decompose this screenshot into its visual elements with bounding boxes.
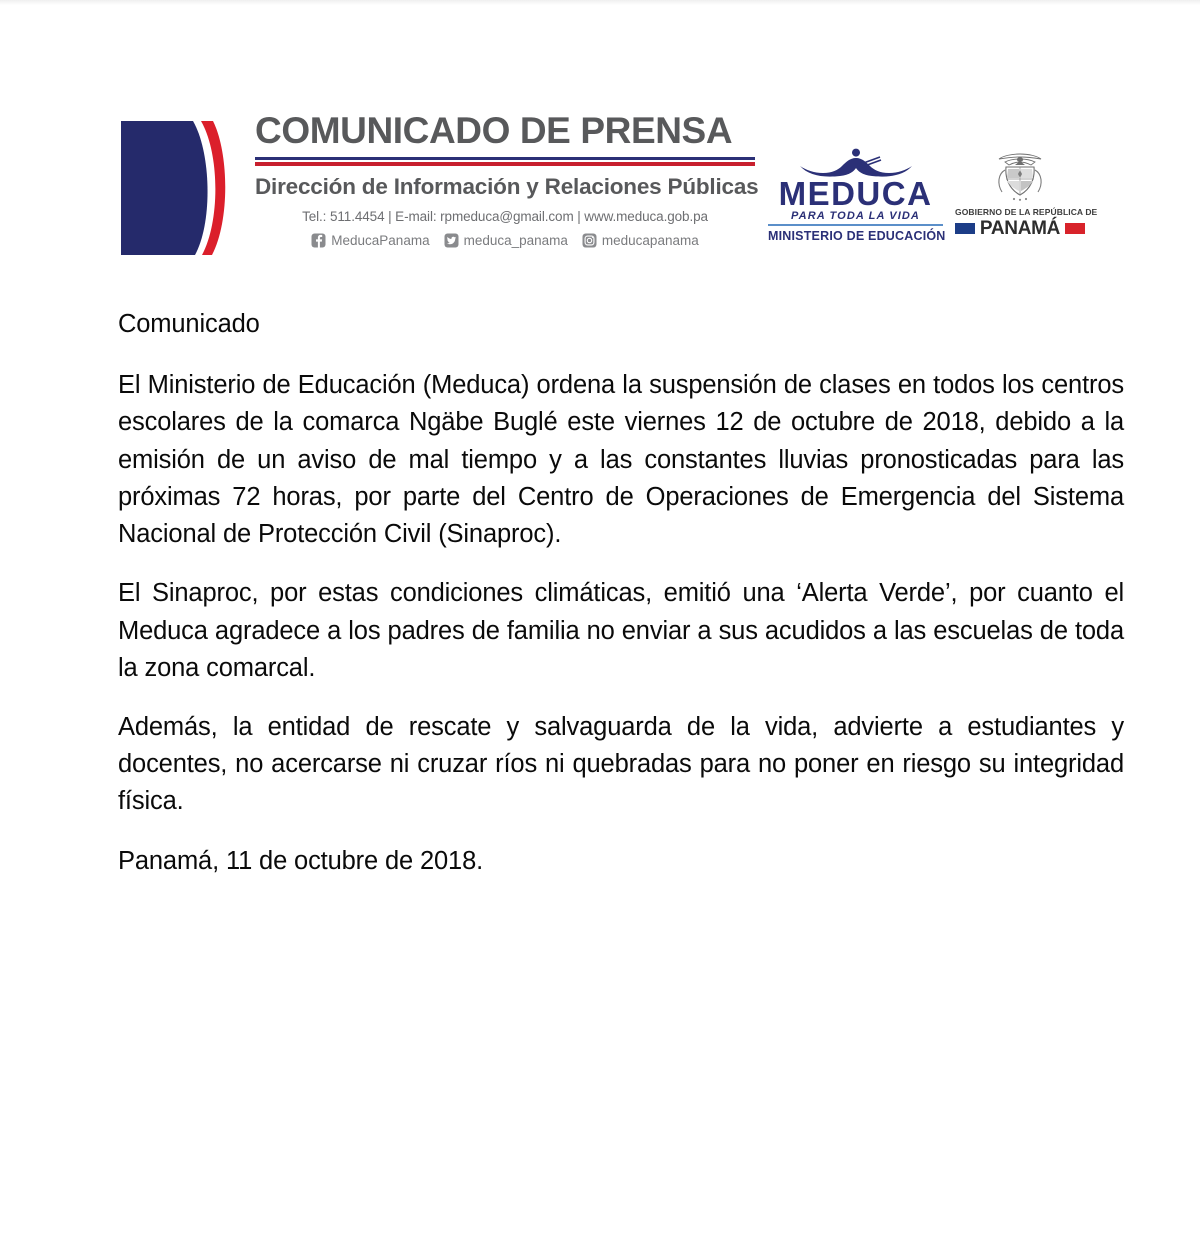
facebook-handle: MeducaPanama xyxy=(331,233,430,249)
social-instagram[interactable] xyxy=(582,233,699,248)
panama-blue-bar xyxy=(955,223,975,234)
social-twitter[interactable] xyxy=(444,233,568,248)
panama-coat-of-arms-icon xyxy=(955,148,1085,204)
divider-red-line xyxy=(255,162,755,166)
meduca-ministry-label: MINISTERIO DE EDUCACIÓN xyxy=(768,229,946,243)
panama-flag-ribbon-icon xyxy=(119,118,227,258)
title-divider xyxy=(255,157,755,166)
letterhead xyxy=(0,112,1200,272)
page-subtitle: Dirección de Información y Relaciones Públicas xyxy=(255,174,759,200)
panama-government-logo xyxy=(955,148,1098,244)
panama-red-bar xyxy=(1065,223,1085,234)
panama-country-label: PANAMÁ xyxy=(979,218,1061,239)
contact-line: Tel.: 511.4454 | E-mail: rpmeduca@gmail.com | www.meduca.gob.pa xyxy=(302,209,708,225)
facebook-icon xyxy=(311,233,326,248)
dateline: Panamá, 11 de octubre de 2018. xyxy=(118,846,484,875)
instagram-handle: meducapanama xyxy=(601,233,699,249)
meduca-tagline: PARA TODA LA VIDA xyxy=(791,210,920,222)
panama-country-row xyxy=(955,219,1085,238)
social-facebook[interactable] xyxy=(311,233,429,248)
letterhead-center xyxy=(255,110,759,249)
paragraph-1: El Ministerio de Educación (Meduca) ordena la suspensión de clases en todos los centros escolares de la comarca Ngäbe Buglé este viernes 12 de octubre de 2018, debido a la emisión de un aviso de mal tiempo y a las constantes lluvias pronosticadas para las próximas 72 horas, por parte del Centro de Operaciones de Emergencia del Sistema Nacional de Protección Civil (Sinaproc). xyxy=(118,371,1124,549)
panama-government-line: GOBIERNO DE LA REPÚBLICA DE xyxy=(955,207,1098,217)
document-label: Comunicado xyxy=(118,310,260,338)
page-top-edge xyxy=(0,0,1200,5)
twitter-handle: meduca_panama xyxy=(463,233,568,249)
meduca-reader-figure-icon xyxy=(768,148,943,178)
twitter-icon xyxy=(444,233,459,248)
meduca-underline xyxy=(768,224,943,226)
meduca-logo xyxy=(768,148,946,244)
social-media-line xyxy=(255,233,755,248)
meduca-wordmark: MEDUCA xyxy=(778,175,933,212)
paragraph-3: Además, la entidad de rescate y salvaguarda de la vida, advierte a estudiantes y docentes, no acercarse ni cruzar ríos ni quebradas para no poner en riesgo su integridad física. xyxy=(118,712,1124,816)
document-body xyxy=(118,306,1124,902)
page-title: COMUNICADO DE PRENSA xyxy=(255,110,733,151)
instagram-icon xyxy=(582,233,597,248)
paragraph-2: El Sinaproc, por estas condiciones climáticas, emitió una ‘Alerta Verde’, por cuanto el Meduca agradece a los padres de familia no enviar a sus acudidos a las escuelas de toda la zona comarcal. xyxy=(118,579,1124,682)
